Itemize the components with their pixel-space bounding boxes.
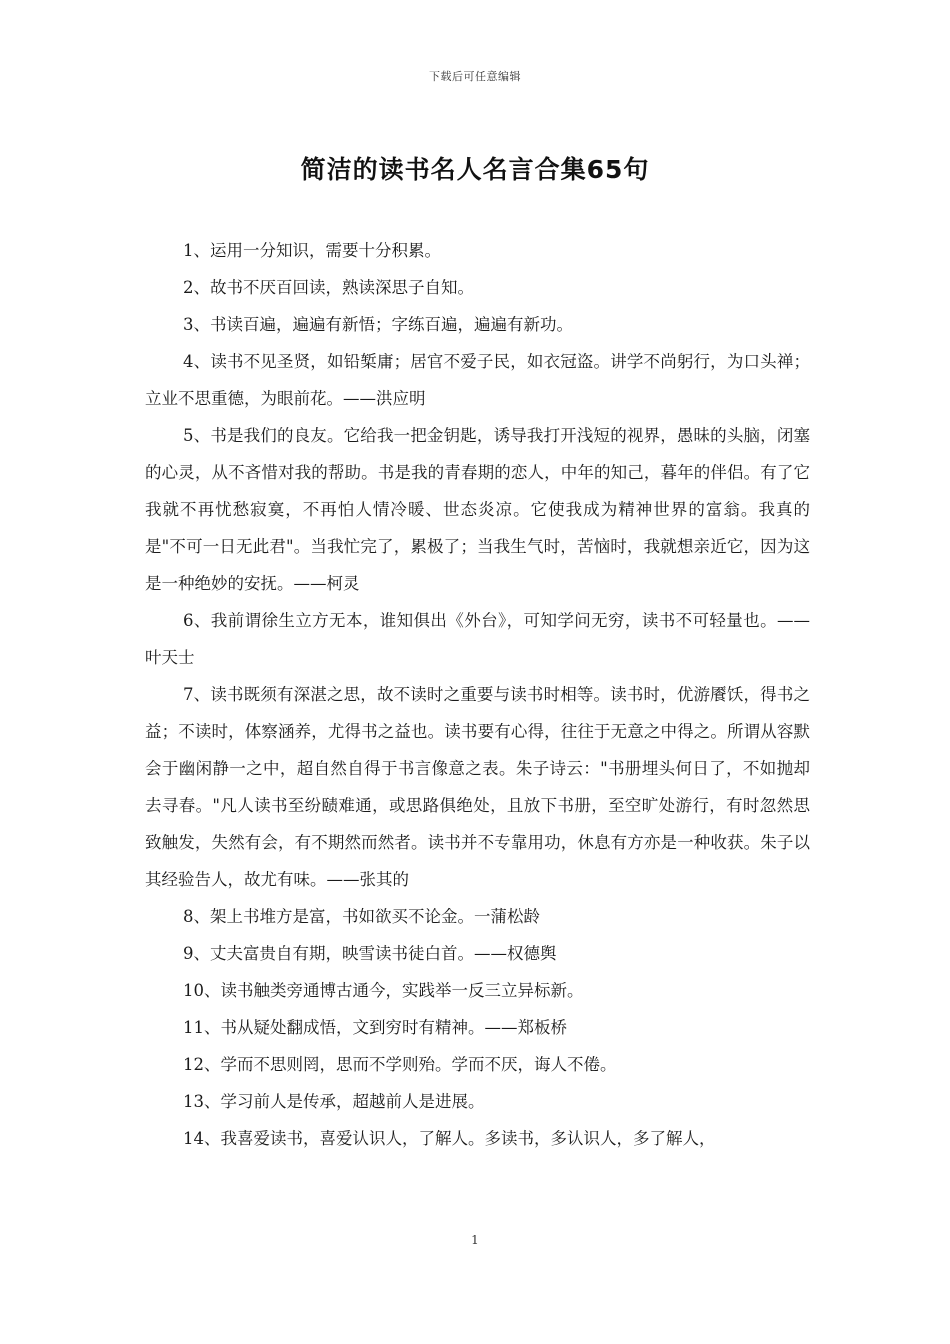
quote-paragraph: 10、读书触类旁通博古通今，实践举一反三立异标新。 [183,981,584,1000]
quote-paragraph: 5、书是我们的良友。它给我一把金钥匙，诱导我打开浅短的视界，愚昧的头脑，闭塞的心灵，从不吝惜对我的帮助。书是我的青春期的恋人，中年的知己，暮年的伴侣。有了它我就不再忧愁寂寞，不再怕人情冷暖、世态炎凉。它使我成为精神世界的富翁。我真的是"不可一日无此君"。当我忙完了，累极了；当我生气时，苦恼时，我就想亲近它，因为这是一种绝妙的安抚。——柯灵 [145,426,810,593]
quote-paragraph: 9、丈夫富贵自有期，映雪读书徒白首。——权德舆 [183,944,557,963]
quote-paragraph: 12、学而不思则罔，思而不学则殆。学而不厌，诲人不倦。 [183,1055,617,1074]
quote-paragraph: 14、我喜爱读书，喜爱认识人，了解人。多读书，多认识人，多了解人， [183,1129,716,1148]
quote-paragraph: 1、运用一分知识，需要十分积累。 [183,241,441,260]
quote-paragraph: 8、架上书堆方是富，书如欲买不论金。一蒲松龄 [183,907,540,926]
quote-paragraph: 13、学习前人是传承，超越前人是进展。 [183,1092,485,1111]
quote-paragraph: 11、书从疑处翻成悟，文到穷时有精神。——郑板桥 [183,1018,567,1037]
quote-paragraph: 3、书读百遍，遍遍有新悟；字练百遍，遍遍有新功。 [183,315,573,334]
page-number: 1 [471,1233,479,1247]
document-body [145,232,810,1157]
quote-paragraph: 6、我前谓徐生立方无本，谁知俱出《外台》，可知学问无穷，读书不可轻量也。——叶天士 [145,611,810,667]
document-title: 简洁的读书名人名言合集65句 [300,155,650,184]
header-note: 下载后可任意编辑 [429,70,521,83]
quote-paragraph: 7、读书既须有深湛之思，故不读时之重要与读书时相等。读书时，优游餍饫，得书之益；不读时，体察涵养，尤得书之益也。读书要有心得，往往于无意之中得之。所谓从容默会于幽闲静一之中，超自然自得于书言像意之表。朱子诗云："书册埋头何日了，不如抛却去寻春。"凡人读书至纷赜难通，或思路俱绝处，且放下书册，至空旷处游行，有时忽然思致触发，失然有会，有不期然而然者。读书并不专靠用功，休息有方亦是一种收获。朱子以其经验告人，故尤有味。——张其的 [145,685,810,889]
quote-paragraph: 4、读书不见圣贤，如铅椠庸；居官不爱子民，如衣冠盗。讲学不尚躬行，为口头禅；立业不思重德，为眼前花。——洪应明 [145,352,810,408]
quote-paragraph: 2、故书不厌百回读，熟读深思子自知。 [183,278,474,297]
